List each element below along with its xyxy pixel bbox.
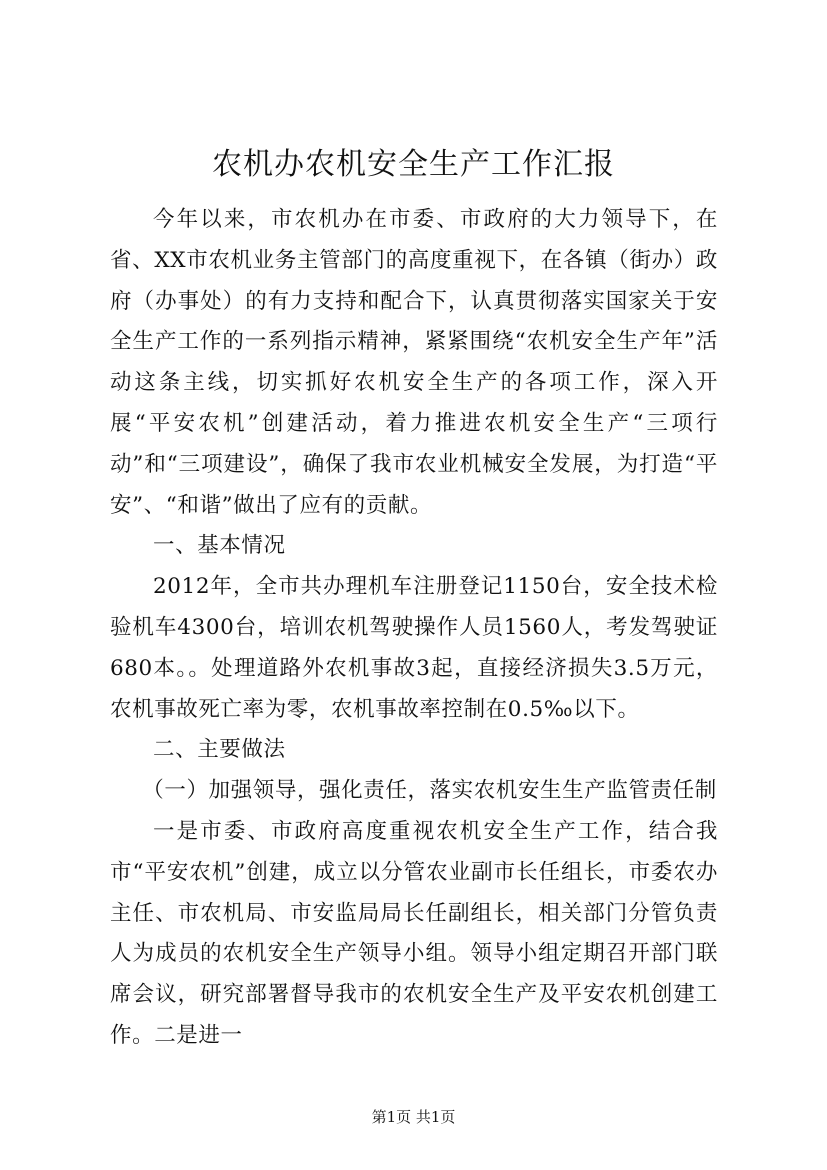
statistics-paragraph: 2012年，全市共办理机车注册登记1150台，安全技术检验机车4300台，培训农机驾驶操作人员1560人，考发驾驶证680本。。处理道路外农机事故3起，直接经济损失3.5万元，农机事故死亡率为零，农机事故率控制在0.5‰以下。 <box>110 574 718 722</box>
section-heading-main-practices: 二、主要做法 <box>153 737 286 763</box>
page-footer: 第1页 共1页 <box>371 1108 456 1126</box>
intro-paragraph: 今年以来，市农机办在市委、市政府的大力领导下，在省、XX市农机业务主管部门的高度重视下，在各镇（街办）政府（办事处）的有力支持和配合下，认真贯彻落实国家关于安全生产工作的一系列指示精神，紧紧围绕“农机安全生产年”活动这条主线，切实抓好农机安全生产的各项工作，深入开展“平安农机”创建活动，着力推进农机安全生产“三项行动”和“三项建设”，确保了我市农业机械安全发展，为打造“平安”、“和谐”做出了应有的贡献。 <box>110 207 718 518</box>
section-heading-basic-situation: 一、基本情况 <box>153 533 286 559</box>
subsection-heading-leadership: （一）加强领导，强化责任，落实农机安生生产监管责任制 <box>142 778 717 804</box>
document-body <box>110 200 718 1057</box>
document-title: 农机办农机安全生产工作汇报 <box>212 147 615 182</box>
leadership-paragraph: 一是市委、市政府高度重视农机安全生产工作，结合我市“平安农机”创建，成立以分管农业副市长任组长，市委农办主任、市农机局、市安监局局长任副组长，相关部门分管负责人为成员的农机安全生产领导小组。领导小组定期召开部门联席会议，研究部署督导我市的农机安全生产及平安农机创建工作。二是进一 <box>110 818 718 1048</box>
